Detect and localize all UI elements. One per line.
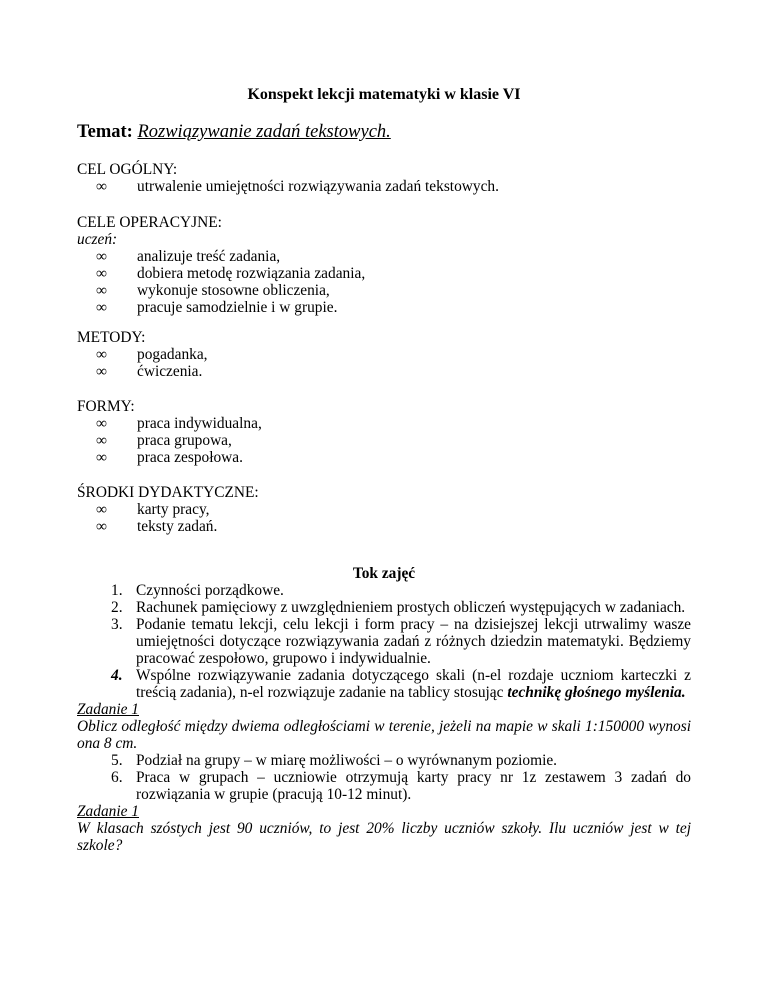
bullet-list [77, 178, 689, 195]
bullet-icon: ∞ [96, 363, 107, 380]
list-item: ∞ utrwalenie umiejętności rozwiązywania zadań tekstowych. [96, 178, 499, 195]
bullet-icon: ∞ [96, 449, 107, 466]
list-item: ∞ praca grupowa, [96, 432, 232, 449]
list-item: 4. Wspólne rozwiązywanie zadania dotyczącego skali (n-el rozdaje uczniom karteczki z treścią zadania), n-el rozwiązuje zadanie na tablicy stosując technikę głośnego myślenia. [111, 667, 691, 701]
section-operational-goals [77, 214, 689, 316]
list-item: ∞ analizuje treść zadania, [96, 248, 281, 265]
list-item: ∞ pogadanka, [96, 346, 208, 363]
list-item: ∞ praca zespołowa. [96, 449, 243, 466]
bullet-icon: ∞ [96, 178, 107, 195]
bullet-icon: ∞ [96, 432, 107, 449]
list-item: 3. Podanie tematu lekcji, celu lekcji i form pracy – na dzisiejszej lekcji utrwalimy wasze umiejętności dotyczące rozwiązywania zadań z różnych dziedzin matematyki. Będziemy pracować zespołowo, grupowo i indywidualnie. [111, 616, 691, 667]
topic-label: Temat: [77, 122, 133, 142]
bullet-list [77, 501, 689, 535]
section-methods [77, 329, 689, 380]
section-heading: CELE OPERACYJNE: [77, 214, 222, 231]
section-teaching-aids [77, 484, 689, 535]
bullet-list [77, 415, 689, 466]
task-label: Zadanie 1 [77, 701, 139, 718]
list-item: 5. Podział na grupy – w miarę możliwości – o wyrównanym poziomie. [111, 752, 558, 769]
list-item: ∞ pracuje samodzielnie i w grupie. [96, 299, 338, 316]
bullet-list [77, 248, 689, 316]
section-subheading: uczeń: [77, 231, 118, 248]
bullet-list [77, 346, 689, 380]
task-text: W klasach szóstych jest 90 uczniów, to jest 20% liczby uczniów szkoły. Ilu uczniów jest w tej szkole? [77, 820, 691, 854]
bullet-icon: ∞ [96, 265, 107, 282]
section-heading: CEL OGÓLNY: [77, 161, 178, 178]
emphasis-text: technikę głośnego myślenia. [507, 684, 686, 701]
list-item: ∞ dobiera metodę rozwiązania zadania, [96, 265, 366, 282]
section-heading: FORMY: [77, 398, 135, 415]
section-heading: ŚRODKI DYDAKTYCZNE: [77, 484, 259, 501]
bullet-icon: ∞ [96, 501, 107, 518]
task-text: Oblicz odległość między dwiema odległościami w terenie, jeżeli na mapie w skali 1:150000 wynosi ona 8 cm. [77, 718, 691, 752]
topic-line [77, 121, 391, 143]
list-item: ∞ teksty zadań. [96, 518, 218, 535]
list-item: 1. Czynności porządkowe. [111, 582, 284, 599]
bullet-icon: ∞ [96, 415, 107, 432]
topic-text: Rozwiązywanie zadań tekstowych. [137, 122, 391, 142]
list-item: 2. Rachunek pamięciowy z uwzględnieniem prostych obliczeń występujących w zadaniach. [111, 599, 686, 616]
section-general-goal [77, 161, 689, 195]
bullet-icon: ∞ [96, 248, 107, 265]
task-label: Zadanie 1 [77, 803, 139, 820]
section-heading: METODY: [77, 329, 146, 346]
bullet-icon: ∞ [96, 346, 107, 363]
section-lesson-flow [77, 582, 691, 854]
bullet-icon: ∞ [96, 299, 107, 316]
bullet-icon: ∞ [96, 282, 107, 299]
list-item: ∞ ćwiczenia. [96, 363, 203, 380]
list-item: ∞ karty pracy, [96, 501, 210, 518]
section-forms [77, 398, 689, 466]
lesson-flow-heading: Tok zajęć [352, 565, 416, 582]
document-title: Konspekt lekcji matematyki w klasie VI [247, 86, 521, 103]
steps-list [77, 582, 691, 701]
bullet-icon: ∞ [96, 518, 107, 535]
list-item: ∞ praca indywidualna, [96, 415, 262, 432]
list-item: 6. Praca w grupach – uczniowie otrzymują karty pracy nr 1z zestawem 3 zadań do rozwiązania w grupie (pracują 10-12 minut). [111, 769, 691, 803]
steps-list [77, 752, 691, 803]
list-item: ∞ wykonuje stosowne obliczenia, [96, 282, 330, 299]
